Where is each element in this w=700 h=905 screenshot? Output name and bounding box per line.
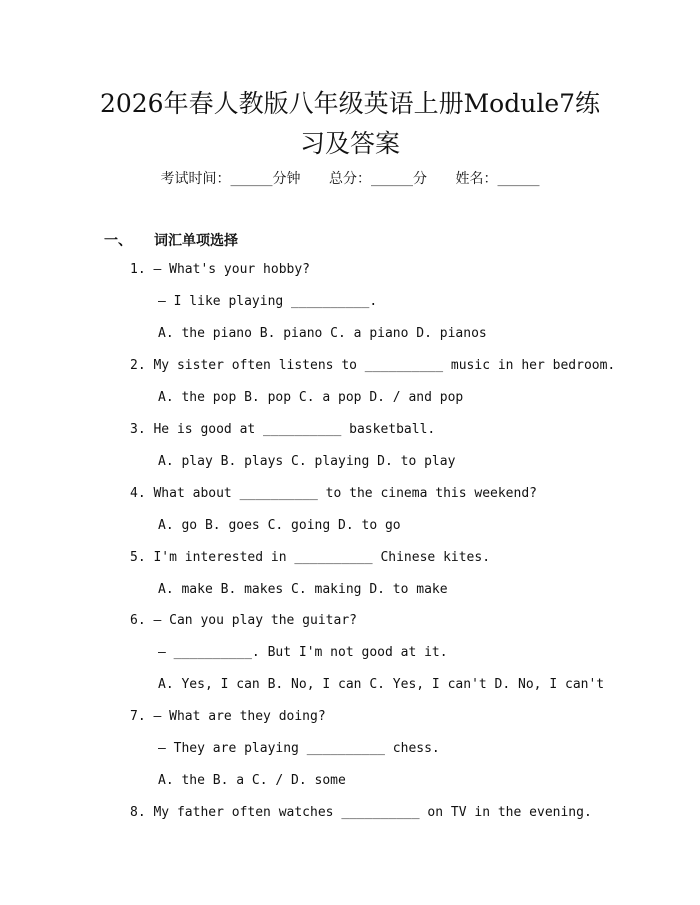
question-options: A. play B. plays C. playing D. to play [158, 454, 456, 469]
exam-meta [0, 168, 700, 188]
question-options: A. the piano B. piano C. a piano D. pianos [158, 326, 487, 341]
question-stem: 5. I'm interested in __________ Chinese kites. [130, 550, 491, 565]
question-stem: 8. My father often watches __________ on TV in the evening. [130, 805, 592, 820]
question-stem: 3. He is good at __________ basketball. [130, 422, 436, 437]
student-name-field: 姓名：______ [455, 171, 540, 187]
question-options: A. go B. goes C. going D. to go [158, 518, 401, 533]
question-options: A. make B. makes C. making D. to make [158, 582, 448, 597]
question-stem: 1. — What's your hobby? [130, 262, 311, 277]
question-dialogue: — __________. But I'm not good at it. [158, 645, 448, 660]
section-heading [104, 230, 238, 250]
question-options: A. the B. a C. / D. some [158, 773, 346, 788]
question-options: A. the pop B. pop C. a pop D. / and pop [158, 390, 464, 405]
question-options: A. Yes, I can B. No, I can C. Yes, I can't D. No, I can't [158, 677, 605, 692]
question-dialogue: — I like playing __________. [158, 294, 378, 309]
document-title [90, 84, 610, 164]
section-title: 词汇单项选择 [154, 233, 238, 249]
total-score-field: 总分：______分 [329, 171, 427, 187]
question-stem: 7. — What are they doing? [130, 709, 326, 724]
question-stem: 4. What about __________ to the cinema this weekend? [130, 486, 537, 501]
title-line-2: 习及答案 [299, 129, 400, 158]
question-stem: 6. — Can you play the guitar? [130, 613, 357, 628]
section-number: 一、 [104, 233, 132, 249]
question-dialogue: — They are playing __________ chess. [158, 741, 440, 756]
question-stem: 2. My sister often listens to __________ music in her bedroom. [130, 358, 616, 373]
title-line-1: 2026年春人教版八年级英语上册Module7练 [99, 89, 601, 118]
exam-time-field: 考试时间：______分钟 [160, 171, 301, 187]
